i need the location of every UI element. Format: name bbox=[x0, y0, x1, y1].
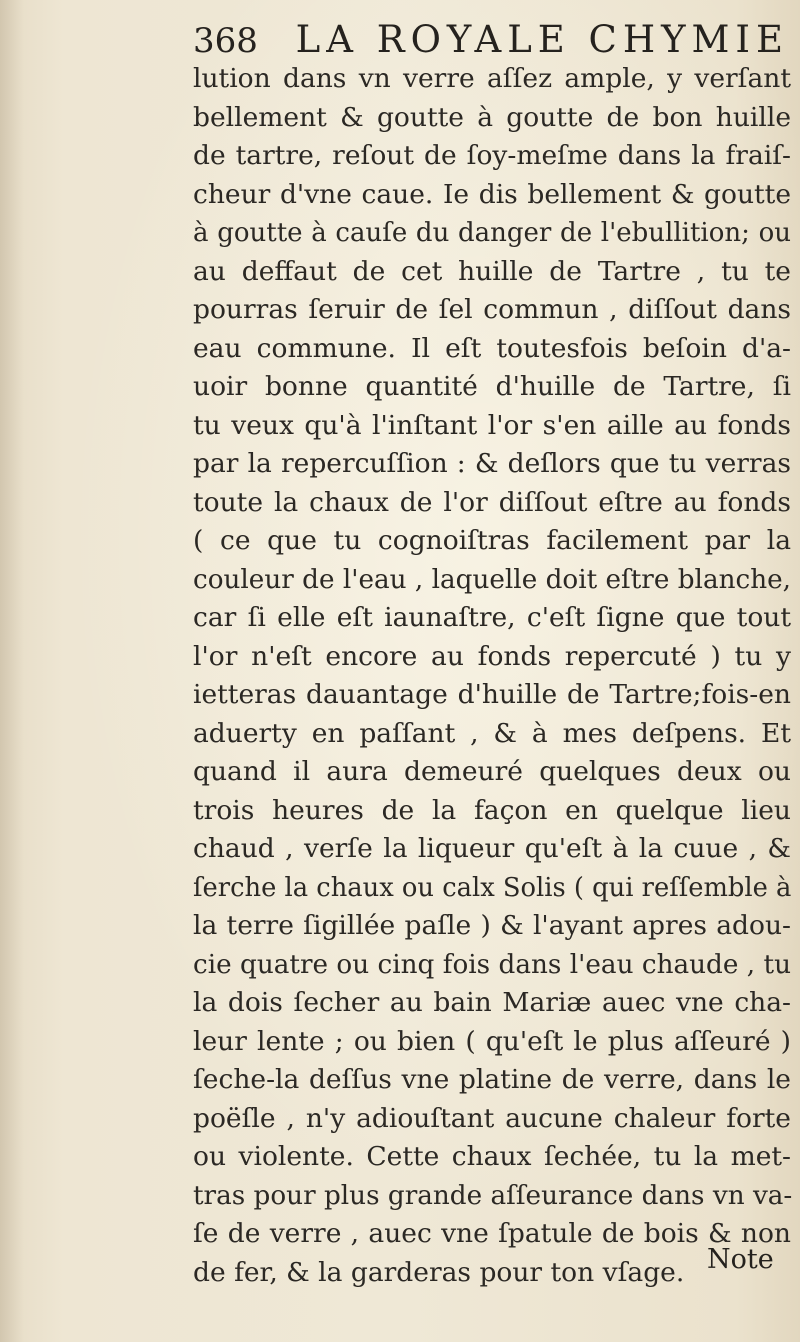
text-line: ſe de verre , auec vne ſpatule de bois & non bbox=[193, 1218, 791, 1249]
text-line: car ſi elle eſt iaunaſtre, c'eſt ſigne que tout bbox=[193, 602, 791, 633]
text-line: cheur d'vne caue. Ie dis bellement & goutte bbox=[193, 178, 791, 210]
text-line: bellement & goutte à goutte de bon huille bbox=[193, 101, 791, 133]
text-line: tras pour plus grande aſſeurance dans vn va- bbox=[193, 1180, 793, 1211]
text-line: au deffaut de cet huille de Tartre , tu te bbox=[193, 255, 791, 287]
text-line: quand il aura demeuré quelques deux ou bbox=[193, 756, 791, 787]
text-line-last: de fer, & la garderas pour ton vſage. bbox=[193, 1256, 685, 1288]
page-gutter-shadow bbox=[0, 0, 24, 1342]
text-line: ou violente. Cette chaux ſechée, tu la met- bbox=[193, 1141, 791, 1172]
text-line: l'or n'eſt encore au fonds repercuté ) tu y bbox=[193, 640, 791, 672]
text-line: la dois ſecher au bain Mariæ auec vne cha- bbox=[193, 987, 791, 1018]
text-line: poëſle , n'y adiouſtant aucune chaleur forte bbox=[193, 1102, 791, 1134]
page-number: 368 bbox=[193, 21, 258, 61]
text-line: ſerche la chaux ou calx Solis ( qui reſſemble à bbox=[193, 872, 792, 903]
text-line: chaud , verſe la liqueur qu'eſt à la cuue , & bbox=[193, 833, 791, 864]
text-line: lution dans vn verre aſſez ample, y verſant bbox=[193, 63, 791, 94]
text-line: par la repercuſſion : & deſlors que tu verras bbox=[193, 448, 791, 479]
text-line: toute la chaux de l'or diſſout eſtre au fonds bbox=[193, 486, 791, 518]
text-line: aduerty en paſſant , & à mes deſpens. Et bbox=[193, 717, 791, 749]
text-line: la terre ſigillée paſle ) & l'ayant apres adou- bbox=[193, 910, 791, 941]
text-line: eau commune. Il eſt toutesfois beſoin d'a- bbox=[193, 332, 791, 364]
text-line: de tartre, reſout de ſoy-meſme dans la fraiſ- bbox=[193, 140, 791, 171]
text-line: leur lente ; ou bien ( qu'eſt le plus aſſeuré ) bbox=[193, 1025, 791, 1057]
text-line: uoir bonne quantité d'huille de Tartre, ſi bbox=[193, 371, 791, 402]
catchword: Note bbox=[707, 1244, 774, 1275]
page-header bbox=[193, 18, 790, 62]
text-line: ſeche-la deſſus vne platine de verre, dans le bbox=[193, 1064, 791, 1095]
text-line: à goutte à cauſe du danger de l'ebullition; ou bbox=[193, 218, 791, 248]
text-line: trois heures de la façon en quelque lieu bbox=[193, 794, 791, 826]
text-line: ( ce que tu cognoiſtras facilement par la bbox=[193, 525, 791, 556]
text-line: cie quatre ou cinq fois dans l'eau chaude , tu bbox=[193, 949, 791, 980]
running-title: LA ROYALE CHYMIE bbox=[295, 18, 790, 61]
text-line: pourras ſeruir de ſel commun , diſſout dans bbox=[193, 294, 791, 325]
text-line: ietteras dauantage d'huille de Tartre;fois-en bbox=[193, 679, 791, 710]
body-text bbox=[193, 60, 791, 1292]
text-line: couleur de l'eau , laquelle doit eſtre blanche, bbox=[193, 564, 791, 595]
text-line: tu veux qu'à l'inſtant l'or s'en aille au fonds bbox=[193, 409, 791, 441]
